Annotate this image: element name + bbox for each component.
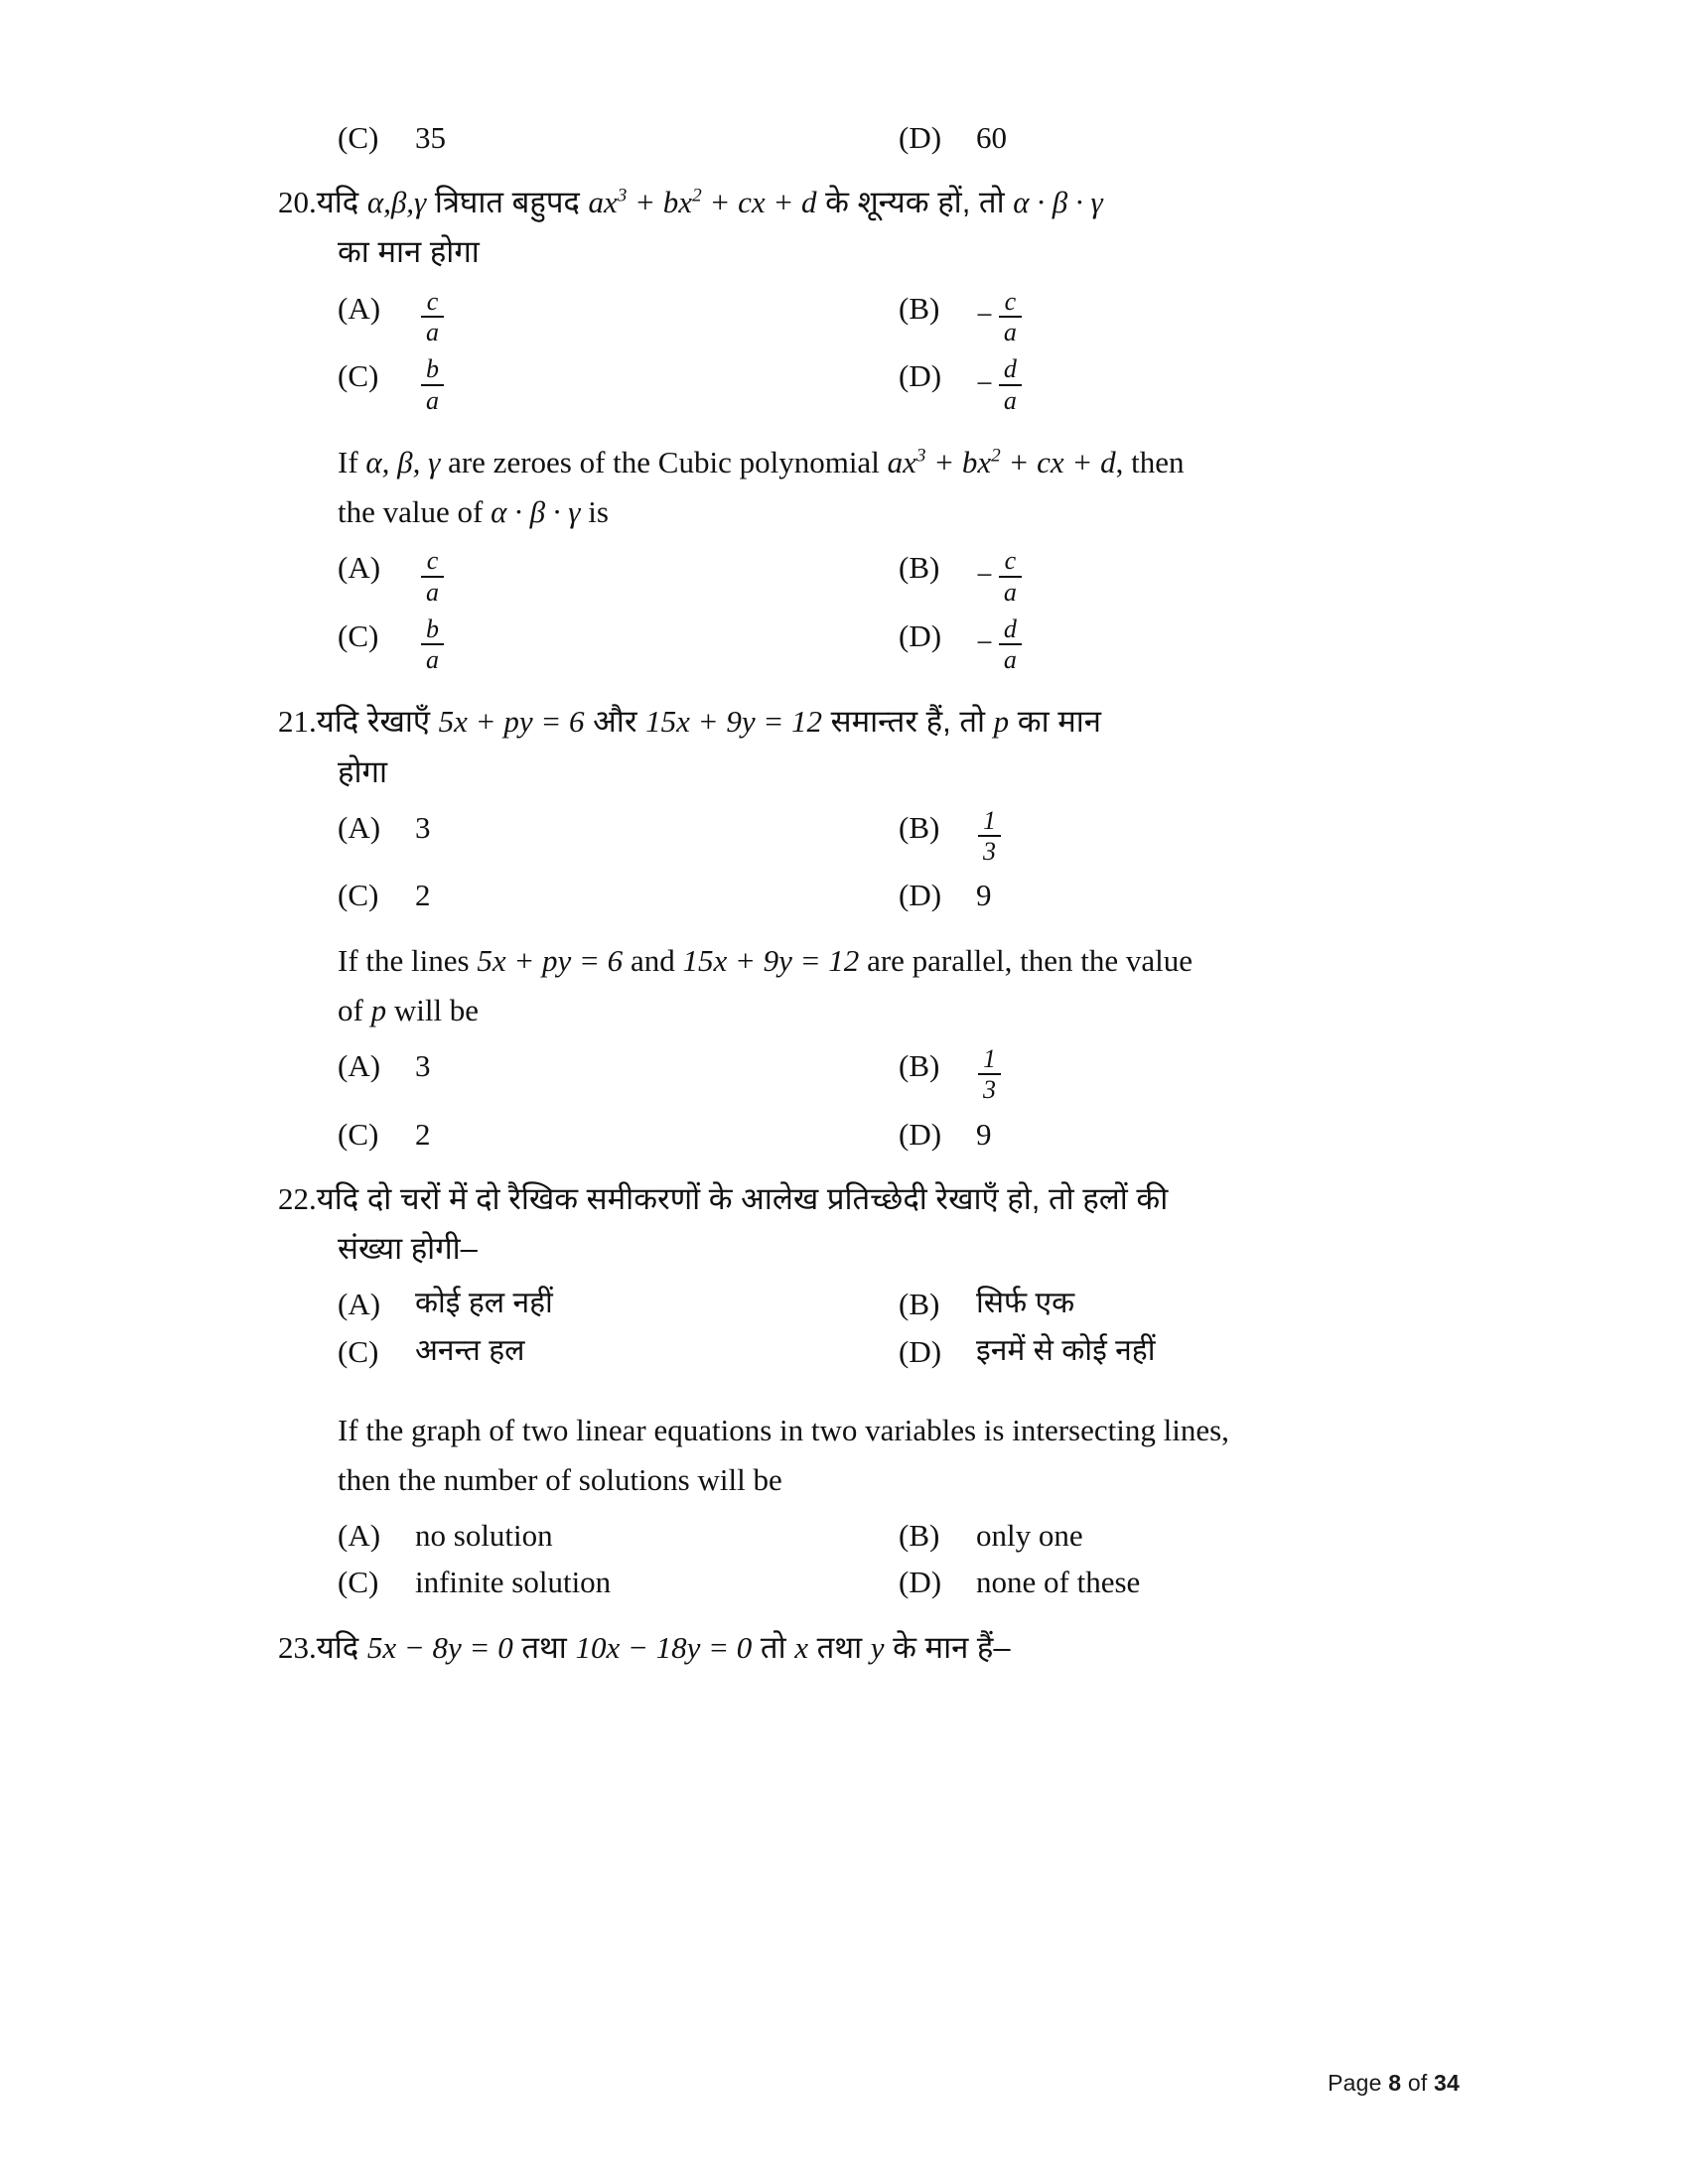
fraction bbox=[421, 288, 444, 346]
fraction-numerator: b bbox=[426, 614, 439, 643]
option-value: 9 bbox=[976, 878, 992, 913]
question-22-english-line-1: If the graph of two linear equations in two variables is intersecting lines, bbox=[338, 1412, 1229, 1447]
q22-english-option-a[interactable] bbox=[338, 1517, 899, 1554]
carryover-option-row bbox=[278, 119, 1460, 156]
question-22-hindi-line-2: संख्या होगी– bbox=[338, 1231, 478, 1267]
option-c[interactable] bbox=[338, 119, 899, 156]
fraction-denominator: a bbox=[1003, 577, 1017, 607]
q20-english-option-a[interactable] bbox=[338, 546, 899, 608]
question-22-english-line-2: then the number of solutions will be bbox=[338, 1461, 782, 1497]
fraction bbox=[999, 615, 1022, 674]
fraction-denominator: a bbox=[426, 385, 439, 415]
fraction-denominator: a bbox=[426, 317, 439, 346]
fraction-denominator: a bbox=[1003, 317, 1017, 346]
option-value: none of these bbox=[976, 1565, 1141, 1600]
option-value: infinite solution bbox=[415, 1565, 612, 1600]
q21-english-option-c[interactable] bbox=[338, 1116, 899, 1153]
q21-hindi-option-a[interactable] bbox=[338, 809, 899, 846]
fraction bbox=[421, 615, 444, 674]
q23-var-x: x bbox=[794, 1629, 808, 1665]
q20-poly-b: + bx bbox=[627, 185, 693, 220]
q23-hindi-a: यदि bbox=[316, 1629, 367, 1665]
option-value: 3 bbox=[415, 809, 431, 845]
fraction bbox=[421, 547, 444, 606]
q21-hindi-option-d[interactable] bbox=[899, 877, 1460, 913]
q21-hindi-d: का मान bbox=[1009, 704, 1101, 740]
q20-vars: α,β,γ bbox=[366, 185, 427, 220]
option-value bbox=[415, 546, 446, 608]
q20-poly-c: + cx + d bbox=[701, 185, 817, 220]
option-value: no solution bbox=[415, 1518, 553, 1554]
q20-hindi-options-row-1 bbox=[278, 286, 1460, 348]
option-tag: (D) bbox=[899, 1116, 942, 1152]
option-value bbox=[976, 286, 1024, 348]
option-tag: (A) bbox=[338, 809, 381, 845]
option-value bbox=[976, 546, 1024, 608]
q21-eng-d: of bbox=[338, 992, 371, 1027]
q21-english-option-d[interactable] bbox=[899, 1116, 1460, 1153]
option-tag: (D) bbox=[899, 878, 942, 913]
q20-poly-exp-3: 3 bbox=[617, 185, 628, 206]
q22-english-options-row-1 bbox=[278, 1517, 1460, 1554]
fraction bbox=[978, 807, 1001, 866]
q20-hindi-option-a[interactable] bbox=[338, 286, 899, 348]
q21-eng-equation-2: 15x + 9y = 12 bbox=[682, 942, 860, 978]
q20-hindi-option-c[interactable] bbox=[338, 354, 899, 416]
q22-english-option-c[interactable] bbox=[338, 1564, 899, 1600]
option-value: कोई हल नहीं bbox=[415, 1287, 553, 1320]
q23-equation-1: 5x − 8y = 0 bbox=[366, 1629, 513, 1665]
question-number: 21. bbox=[278, 704, 317, 740]
option-tag: (B) bbox=[899, 1518, 940, 1554]
option-value: 2 bbox=[415, 1116, 431, 1152]
q22-hindi-option-d[interactable] bbox=[899, 1333, 1460, 1370]
option-value: only one bbox=[976, 1518, 1083, 1554]
question-number: 22. bbox=[278, 1180, 317, 1216]
question-20-hindi-line-2: का मान होगा bbox=[338, 234, 480, 270]
q21-hindi-options-row-1 bbox=[278, 805, 1460, 868]
q20-eng-c: , then bbox=[1115, 444, 1185, 479]
q20-eng-d: the value of bbox=[338, 494, 492, 530]
q21-hindi-option-c[interactable] bbox=[338, 877, 899, 913]
q21-english-options-row-1 bbox=[278, 1044, 1460, 1106]
option-value bbox=[976, 614, 1024, 676]
fraction-denominator: a bbox=[1003, 385, 1017, 415]
q21-hindi-option-b[interactable] bbox=[899, 805, 1460, 868]
option-tag: (B) bbox=[899, 1048, 940, 1084]
question-22-english bbox=[278, 1406, 1460, 1505]
option-value bbox=[415, 354, 446, 416]
q20-poly-a: ax bbox=[588, 185, 618, 220]
q20-product: α · β · γ bbox=[1013, 185, 1103, 220]
minus-sign: − bbox=[976, 366, 993, 400]
q20-hindi-b: त्रिघात बहुपद bbox=[426, 185, 589, 220]
question-text: यदि दो चरों में दो रैखिक समीकरणों के आलेख प्रतिच्छेदी रेखाएँ हो, तो हलों की bbox=[316, 1180, 1169, 1216]
fraction-numerator: c bbox=[1004, 286, 1017, 316]
q20-english-option-d[interactable] bbox=[899, 614, 1460, 676]
minus-sign: − bbox=[976, 558, 993, 592]
fraction-numerator: d bbox=[1003, 614, 1017, 643]
minus-sign: − bbox=[976, 299, 993, 333]
question-20 bbox=[278, 178, 1460, 675]
q21-english-options-row-2 bbox=[278, 1116, 1460, 1153]
q22-hindi-option-b[interactable] bbox=[899, 1286, 1460, 1322]
q21-eng-c: are parallel, then the value bbox=[859, 942, 1193, 978]
option-tag: (C) bbox=[338, 1333, 379, 1369]
question-23-hindi-line-1 bbox=[278, 1623, 1460, 1673]
option-tag: (C) bbox=[338, 617, 379, 653]
q20-hindi-options-row-2 bbox=[278, 354, 1460, 416]
q22-english-option-b[interactable] bbox=[899, 1517, 1460, 1554]
option-value bbox=[976, 354, 1024, 416]
q23-hindi-c: तो bbox=[752, 1629, 795, 1665]
q21-eng-equation-1: 5x + py = 6 bbox=[477, 942, 624, 978]
q20-eng-a: If bbox=[338, 444, 366, 479]
q20-english-option-b[interactable] bbox=[899, 546, 1460, 608]
q20-eng-poly-c: + cx + d bbox=[1000, 444, 1116, 479]
question-22-hindi-line-1 bbox=[278, 1174, 1460, 1224]
question-text bbox=[317, 697, 1460, 747]
footer-total-pages: 34 bbox=[1434, 2070, 1460, 2096]
fraction-numerator: c bbox=[1004, 546, 1017, 576]
q20-eng-exp-2: 2 bbox=[991, 445, 1001, 467]
option-tag: (D) bbox=[899, 1333, 942, 1369]
option-tag: (A) bbox=[338, 550, 381, 586]
question-21-english-line-1 bbox=[338, 936, 1460, 986]
fraction bbox=[999, 355, 1022, 414]
q20-english-option-c[interactable] bbox=[338, 614, 899, 676]
fraction bbox=[999, 288, 1022, 346]
q20-eng-exp-3: 3 bbox=[915, 445, 926, 467]
fraction-numerator: c bbox=[426, 546, 439, 576]
q23-var-y: y bbox=[870, 1629, 885, 1665]
q21-equation-2: 15x + 9y = 12 bbox=[645, 704, 822, 740]
q20-english-options-row-1 bbox=[278, 546, 1460, 608]
question-21 bbox=[278, 697, 1460, 1152]
question-22 bbox=[278, 1174, 1460, 1601]
footer-prefix: Page bbox=[1328, 2070, 1389, 2096]
q20-poly-exp-2: 2 bbox=[692, 185, 702, 206]
q20-english-options-row-2 bbox=[278, 614, 1460, 676]
q20-eng-poly-b: + bx bbox=[925, 444, 992, 479]
option-value: सिर्फ एक bbox=[976, 1287, 1075, 1320]
option-tag: (A) bbox=[338, 1287, 381, 1322]
q22-hindi-options-row-1 bbox=[278, 1286, 1460, 1322]
q22-hindi-option-a[interactable] bbox=[338, 1286, 899, 1322]
option-tag: (D) bbox=[899, 358, 942, 394]
fraction bbox=[999, 547, 1022, 606]
option-tag: (D) bbox=[899, 617, 942, 653]
option-tag: (A) bbox=[338, 1048, 381, 1084]
q20-eng-poly-a: ax bbox=[887, 444, 916, 479]
page-content bbox=[278, 119, 1460, 1673]
option-value: 35 bbox=[415, 120, 446, 155]
q21-var: p bbox=[993, 704, 1010, 740]
q22-english-option-d[interactable] bbox=[899, 1564, 1460, 1600]
q22-hindi-option-c[interactable] bbox=[338, 1333, 899, 1370]
q21-english-option-b[interactable] bbox=[899, 1044, 1460, 1106]
option-d[interactable] bbox=[899, 119, 1460, 156]
option-tag: (C) bbox=[338, 120, 379, 155]
q20-eng-vars: α, β, γ bbox=[365, 444, 441, 479]
option-tag: (C) bbox=[338, 1116, 379, 1152]
option-tag: (A) bbox=[338, 290, 381, 326]
question-number: 20. bbox=[278, 185, 317, 220]
fraction-numerator: b bbox=[426, 354, 439, 384]
option-value bbox=[976, 1044, 1003, 1106]
option-tag: (B) bbox=[899, 290, 940, 326]
question-20-english-line-2 bbox=[338, 487, 1460, 537]
q20-eng-product: α · β · γ bbox=[491, 494, 581, 530]
fraction-numerator: 1 bbox=[983, 1044, 996, 1074]
question-text bbox=[317, 178, 1460, 227]
q20-eng-e: is bbox=[580, 494, 609, 530]
q20-hindi-c: के शून्यक हों, तो bbox=[816, 185, 1014, 220]
q21-hindi-a: यदि रेखाएँ bbox=[316, 704, 439, 740]
question-20-english-line-1 bbox=[338, 438, 1460, 487]
option-value: 3 bbox=[415, 1048, 431, 1084]
q20-eng-b: are zeroes of the Cubic polynomial bbox=[440, 444, 888, 479]
option-value: अनन्त हल bbox=[415, 1333, 525, 1367]
option-tag: (D) bbox=[899, 1565, 942, 1600]
question-text bbox=[317, 1623, 1460, 1673]
q23-equation-2: 10x − 18y = 0 bbox=[575, 1629, 753, 1665]
option-tag: (A) bbox=[338, 1518, 381, 1554]
q21-eng-var: p bbox=[370, 992, 387, 1027]
option-tag: (B) bbox=[899, 809, 940, 845]
page-footer bbox=[1328, 2070, 1460, 2097]
option-value: 60 bbox=[976, 120, 1007, 155]
q23-hindi-b: तथा bbox=[512, 1629, 576, 1665]
option-tag: (C) bbox=[338, 358, 379, 394]
q20-hindi-a: यदि bbox=[316, 185, 367, 220]
question-20-hindi-line-1 bbox=[278, 178, 1460, 227]
q22-hindi-options-row-2 bbox=[278, 1333, 1460, 1370]
question-number: 23. bbox=[278, 1629, 317, 1665]
q20-hindi-option-b[interactable] bbox=[899, 286, 1460, 348]
option-value bbox=[415, 614, 446, 676]
fraction bbox=[978, 1045, 1001, 1104]
q23-hindi-e: के मान हैं– bbox=[884, 1629, 1011, 1665]
option-value: इनमें से कोई नहीं bbox=[976, 1333, 1156, 1367]
option-tag: (D) bbox=[899, 120, 942, 155]
question-21-hindi-line-1 bbox=[278, 697, 1460, 747]
q23-hindi-d: तथा bbox=[808, 1629, 871, 1665]
option-tag: (C) bbox=[338, 878, 379, 913]
fraction-denominator: a bbox=[1003, 645, 1017, 675]
option-value bbox=[976, 805, 1003, 868]
option-tag: (C) bbox=[338, 1565, 379, 1600]
fraction-denominator: a bbox=[426, 577, 439, 607]
question-21-english bbox=[278, 936, 1460, 1035]
question-21-hindi-line-2: होगा bbox=[338, 753, 387, 789]
option-tag: (B) bbox=[899, 550, 940, 586]
fraction bbox=[421, 355, 444, 414]
option-value: 9 bbox=[976, 1116, 992, 1152]
q22-english-options-row-2 bbox=[278, 1564, 1460, 1600]
fraction-numerator: c bbox=[426, 286, 439, 316]
footer-middle: of bbox=[1401, 2070, 1435, 2096]
q21-equation-1: 5x + py = 6 bbox=[438, 704, 585, 740]
option-value: 2 bbox=[415, 878, 431, 913]
option-value bbox=[415, 286, 446, 348]
fraction-denominator: 3 bbox=[983, 837, 996, 867]
q21-eng-b: and bbox=[623, 942, 683, 978]
option-tag: (B) bbox=[899, 1287, 940, 1322]
fraction-denominator: a bbox=[426, 645, 439, 675]
q21-english-option-a[interactable] bbox=[338, 1047, 899, 1084]
question-23 bbox=[278, 1623, 1460, 1673]
footer-page-number: 8 bbox=[1388, 2070, 1402, 2096]
q21-eng-e: will be bbox=[386, 992, 480, 1027]
q21-hindi-options-row-2 bbox=[278, 877, 1460, 913]
q21-hindi-c: समान्तर हैं, तो bbox=[822, 704, 994, 740]
q20-hindi-option-d[interactable] bbox=[899, 354, 1460, 416]
q21-hindi-b: और bbox=[584, 704, 646, 740]
q21-eng-a: If the lines bbox=[338, 942, 478, 978]
fraction-numerator: 1 bbox=[983, 805, 996, 835]
minus-sign: − bbox=[976, 626, 993, 660]
fraction-denominator: 3 bbox=[983, 1075, 996, 1105]
fraction-numerator: d bbox=[1003, 354, 1017, 384]
question-20-english bbox=[278, 438, 1460, 537]
question-21-english-line-2 bbox=[338, 986, 1460, 1035]
